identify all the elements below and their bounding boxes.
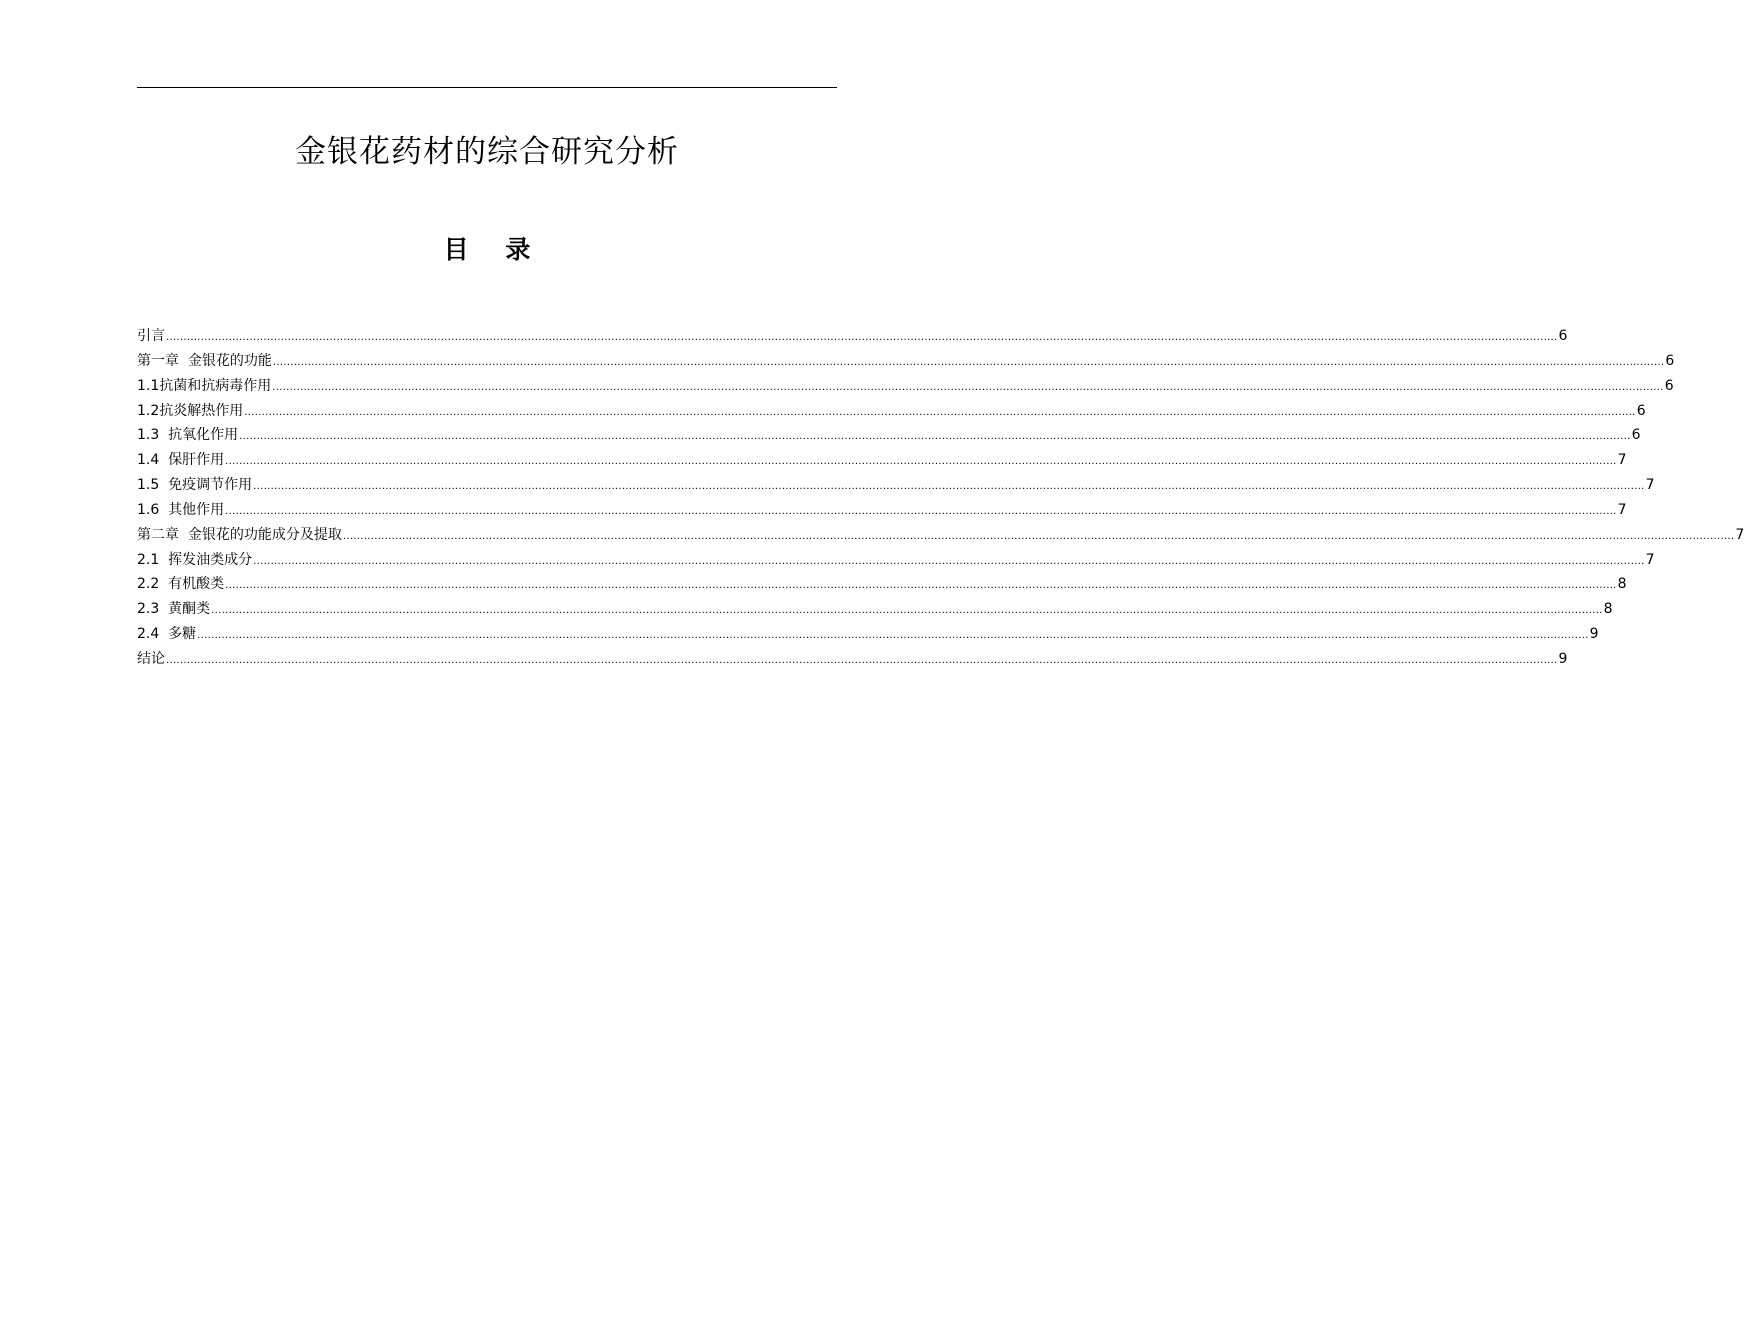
- toc-entry-chapter-2[interactable]: [137, 523, 1744, 548]
- toc-entry-label: 2.2 有机酸类: [137, 576, 225, 593]
- toc-page-number: 8: [1617, 576, 1627, 593]
- document-title: 金银花药材的综合研究分析: [295, 134, 679, 170]
- toc-dot-leader: ................................................................................................................................................................................................................................................................................................................................................................................................................: [225, 580, 1617, 592]
- toc-entry-label: 1.2抗炎解热作用: [137, 402, 244, 419]
- toc-heading: 目 录: [443, 235, 545, 264]
- toc-dot-leader: ................................................................................................................................................................................................................................................................................................................................................................................................................: [166, 654, 1558, 666]
- toc-entry-introduction[interactable]: [137, 324, 1568, 349]
- toc-entry-label: 1.6 其他作用: [137, 501, 225, 518]
- toc-entry-label: 1.4 保肝作用: [137, 452, 225, 469]
- toc-dot-leader: ................................................................................................................................................................................................................................................................................................................................................................................................................: [253, 481, 1645, 493]
- toc-entry-label: 2.1 挥发油类成分: [137, 551, 253, 568]
- toc-page-number: 7: [1617, 501, 1627, 518]
- toc-entry-label: 2.3 黄酮类: [137, 601, 211, 618]
- toc-entry-section-1-6[interactable]: [137, 498, 1627, 523]
- toc-page-number: 6: [1664, 377, 1674, 394]
- toc-dot-leader: ................................................................................................................................................................................................................................................................................................................................................................................................................: [272, 381, 1664, 393]
- toc-entry-section-1-5[interactable]: [137, 473, 1655, 498]
- toc-entry-label: 2.4 多糖: [137, 626, 197, 643]
- toc-dot-leader: ................................................................................................................................................................................................................................................................................................................................................................................................................: [253, 555, 1645, 567]
- toc-page-number: 6: [1631, 427, 1641, 444]
- toc-page-number: 6: [1558, 328, 1568, 344]
- toc-dot-leader: ................................................................................................................................................................................................................................................................................................................................................................................................................: [211, 605, 1603, 617]
- toc-dot-leader: ................................................................................................................................................................................................................................................................................................................................................................................................................: [342, 530, 1735, 542]
- toc-entry-section-1-4[interactable]: [137, 448, 1627, 473]
- toc-page-number: 6: [1636, 402, 1646, 419]
- toc-page-number: 7: [1617, 452, 1627, 469]
- toc-page-number: 9: [1589, 626, 1599, 643]
- toc-entry-label: 1.5 免疫调节作用: [137, 477, 253, 494]
- toc-page-number: 9: [1558, 650, 1568, 667]
- toc-entry-section-1-2[interactable]: [137, 399, 1646, 424]
- toc-entry-label: 结论: [137, 650, 165, 667]
- table-of-contents: [137, 324, 1744, 672]
- toc-page-number: 8: [1603, 601, 1613, 618]
- toc-page-number: 7: [1735, 526, 1744, 543]
- toc-entry-label: 第一章 金银花的功能: [137, 352, 272, 369]
- toc-dot-leader: ................................................................................................................................................................................................................................................................................................................................................................................................................: [225, 456, 1617, 468]
- toc-entry-chapter-1[interactable]: [137, 349, 1675, 374]
- header-rule: [137, 87, 837, 88]
- toc-entry-label: 引言: [137, 328, 165, 344]
- toc-entry-section-2-2[interactable]: [137, 572, 1627, 597]
- toc-page-number: 6: [1665, 352, 1675, 369]
- toc-page-number: 7: [1645, 551, 1655, 568]
- toc-dot-leader: ................................................................................................................................................................................................................................................................................................................................................................................................................: [166, 332, 1558, 343]
- toc-entry-section-1-3[interactable]: [137, 423, 1641, 448]
- toc-entry-section-2-3[interactable]: [137, 597, 1613, 622]
- toc-dot-leader: ................................................................................................................................................................................................................................................................................................................................................................................................................: [225, 505, 1617, 517]
- toc-dot-leader: ................................................................................................................................................................................................................................................................................................................................................................................................................: [244, 406, 1636, 418]
- toc-entry-label: 1.3 抗氧化作用: [137, 427, 239, 444]
- toc-page-number: 7: [1645, 477, 1655, 494]
- toc-entry-section-2-4[interactable]: [137, 622, 1599, 647]
- toc-entry-section-1-1[interactable]: [137, 374, 1674, 399]
- toc-dot-leader: ................................................................................................................................................................................................................................................................................................................................................................................................................: [197, 630, 1589, 642]
- toc-entry-label: 1.1抗菌和抗病毒作用: [137, 377, 272, 394]
- toc-dot-leader: ................................................................................................................................................................................................................................................................................................................................................................................................................: [272, 356, 1665, 368]
- toc-entry-section-2-1[interactable]: [137, 548, 1655, 573]
- toc-entry-label: 第二章 金银花的功能成分及提取: [137, 526, 342, 543]
- toc-entry-conclusion[interactable]: [137, 647, 1568, 672]
- toc-dot-leader: ................................................................................................................................................................................................................................................................................................................................................................................................................: [239, 431, 1631, 443]
